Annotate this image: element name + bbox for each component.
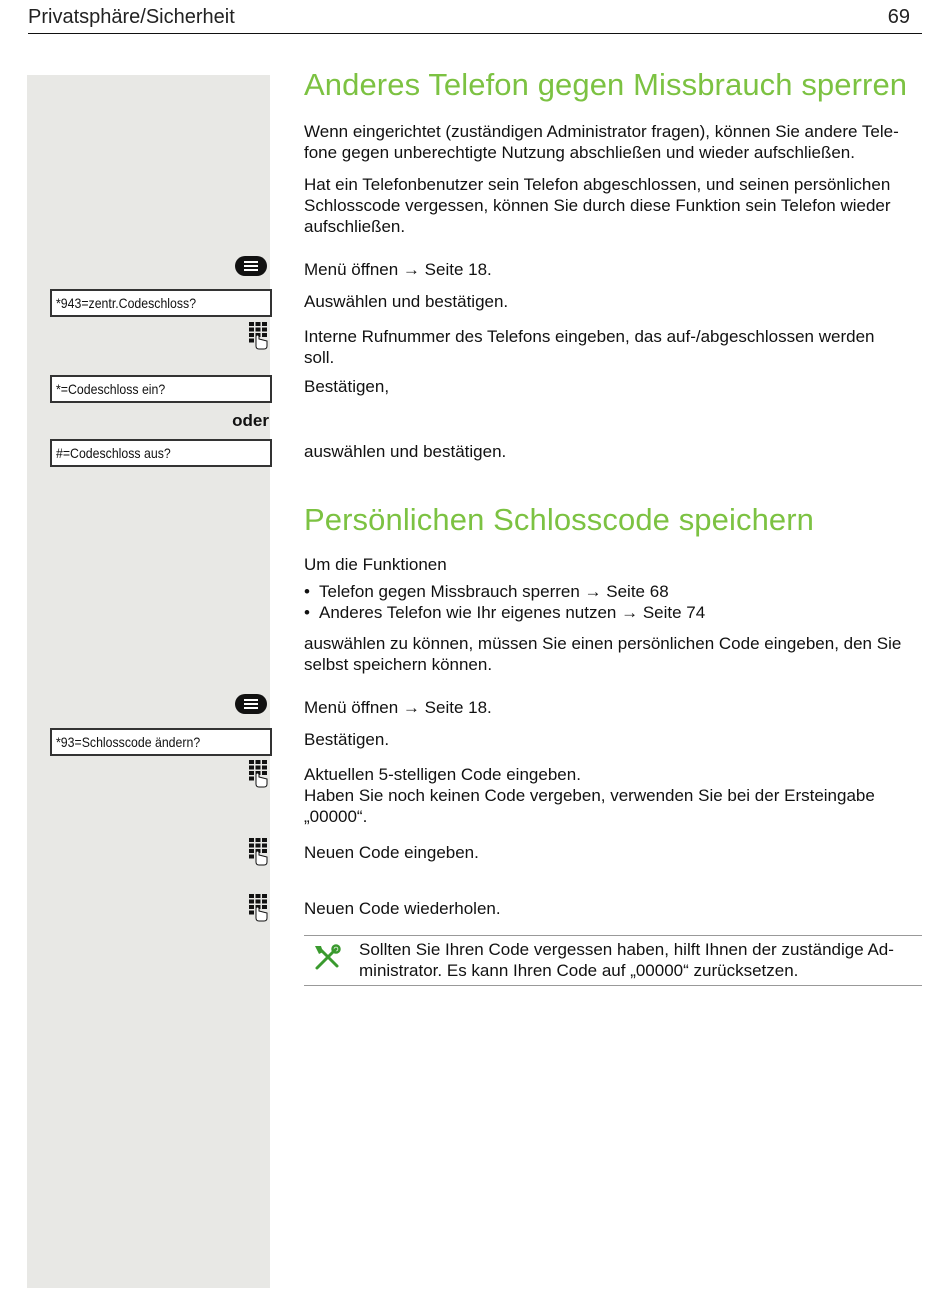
menu-key-icon [235,256,267,276]
sidebar-panel [27,75,270,1288]
intro2-line1: Hat ein Telefonbenutzer sein Telefon abgeschlossen, und seinen persönlichen [304,175,891,194]
note-line2: ministrator. Es kann Ihren Code auf „00000“ zurücksetzen. [359,961,799,980]
step-current-code [304,764,924,827]
tools-icon [312,943,342,973]
step-select: Auswählen und bestätigen. [304,292,509,311]
display-change-code[interactable] [50,728,272,756]
intro1-line1: Wenn eingerichtet (zuständigen Administrator fragen), können Sie andere Tele- [304,122,899,141]
section2-after-list [304,633,924,675]
keypad-icon [248,322,268,350]
section2-intro: Um die Funktionen [304,555,447,574]
admin-note [359,939,921,981]
display-change-code-label: *93=Schlosscode ändern? [56,734,201,750]
step-menu-open-2: Menü öffnen → Seite 18. [304,698,492,717]
list-item-text: Anderes Telefon wie Ihr eigenes nutzen → Seite 74 [319,603,706,622]
section-title-save-lock-code: Persönlichen Schlosscode speichern [304,502,815,537]
note-bottom-rule [304,985,922,986]
note-top-rule [304,935,922,936]
display-central-lock-label: *943=zentr.Codeschloss? [56,295,197,311]
or-label: oder [232,411,269,430]
section-title-lock-other-phone: Anderes Telefon gegen Missbrauch sperren [304,67,908,102]
step-enter-number [304,326,924,368]
step-enter-number-line2: soll. [304,348,335,367]
display-lock-off[interactable] [50,439,272,467]
intro-paragraph-1 [304,121,924,163]
display-central-lock[interactable] [50,289,272,317]
display-lock-off-label: #=Codeschloss aus? [56,445,171,461]
step-new-code: Neuen Code eingeben. [304,843,479,862]
step-current-line2: Haben Sie noch keinen Code vergeben, verwenden Sie bei der Ersteingabe [304,786,875,805]
keypad-icon [248,838,268,866]
step-confirm-2: Bestätigen. [304,730,390,749]
after-line1: auswählen zu können, müssen Sie einen persönlichen Code eingeben, den Sie [304,634,902,653]
bullet-mark: • [304,603,310,622]
keypad-icon [248,894,268,922]
note-line1: Sollten Sie Ihren Code vergessen haben, hilft Ihnen der zuständige Ad- [359,940,894,959]
intro2-line2: Schlosscode vergessen, können Sie durch diese Funktion sein Telefon wieder [304,196,891,215]
running-header: Privatsphäre/Sicherheit [28,6,235,28]
step-current-line3: „00000“. [304,807,368,826]
step-select-confirm: auswählen und bestätigen. [304,442,507,461]
display-lock-on[interactable] [50,375,272,403]
bullet-mark: • [304,582,310,601]
list-item-text: Telefon gegen Missbrauch sperren → Seite 68 [319,582,669,601]
intro-paragraph-2 [304,174,924,237]
after-line2: selbst speichern können. [304,655,493,674]
intro2-line3: aufschließen. [304,217,406,236]
step-current-line1: Aktuellen 5-stelligen Code eingeben. [304,765,581,784]
step-repeat-code: Neuen Code wiederholen. [304,899,501,918]
step-confirm: Bestätigen, [304,377,390,396]
display-lock-on-label: *=Codeschloss ein? [56,381,166,397]
page-number: 69 [887,6,910,28]
step-enter-number-line1: Interne Rufnummer des Telefons eingeben, das auf-/abgeschlossen werden [304,327,875,346]
menu-key-icon [235,694,267,714]
intro1-line2: fone gegen unberechtigte Nutzung abschließen und wieder aufschließen. [304,143,855,162]
keypad-icon [248,760,268,788]
step-menu-open: Menü öffnen → Seite 18. [304,260,492,279]
header-rule [28,33,922,34]
